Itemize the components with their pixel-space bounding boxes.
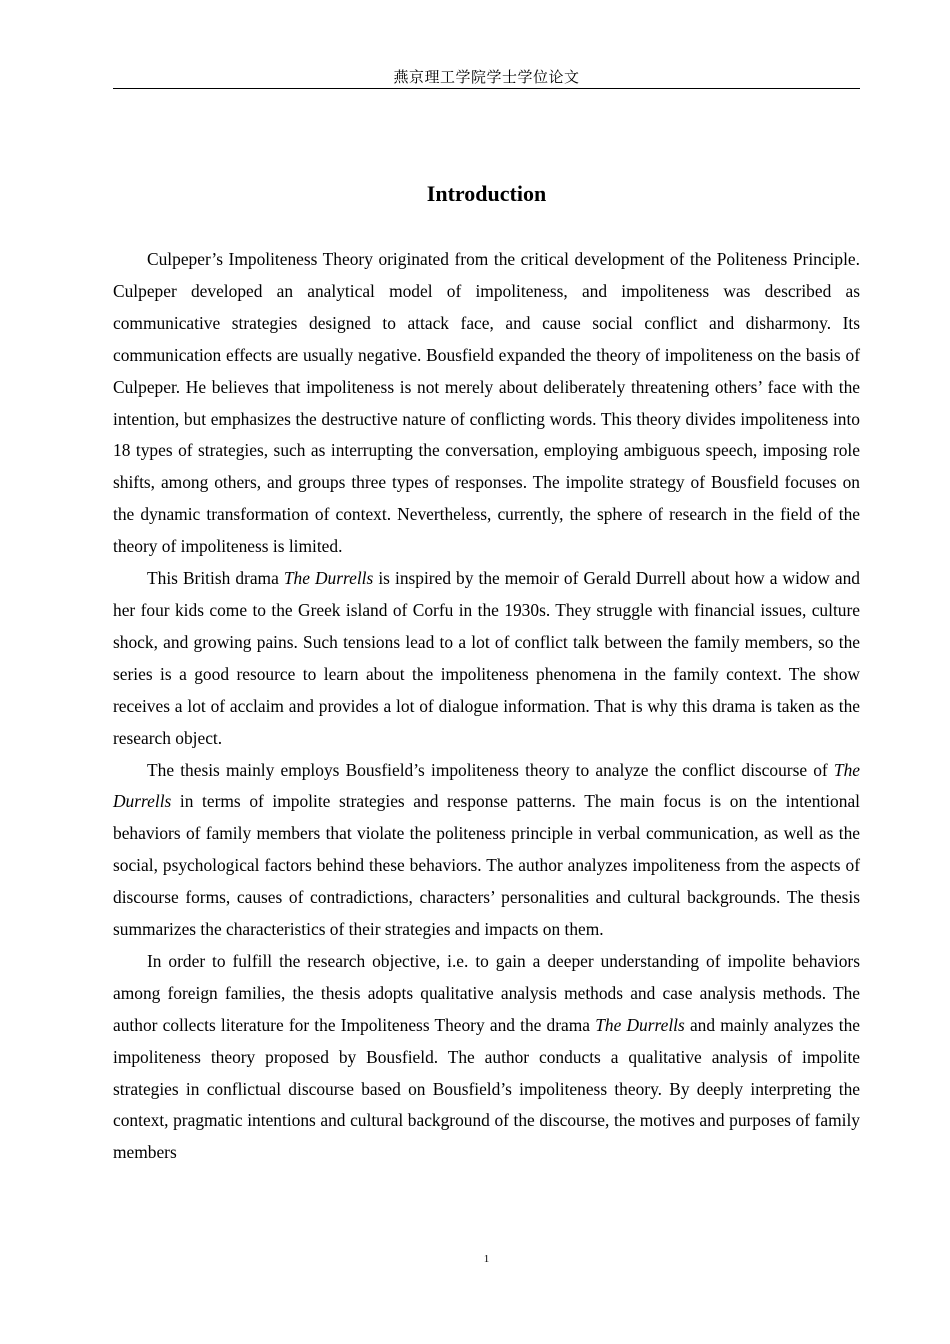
paragraph-text: Culpeper’s Impoliteness Theory originated from the critical development of the Politeness Principle. Culpeper developed an analytical model of impoliteness, and impoliteness was described as communicative strategies designed to attack face, and cause social conflict and disharmony. Its communication effects are usually negative. Bousfield expanded the theory of impoliteness on the basis of Culpeper. He believes that impoliteness is not merely about deliberately threatening others’ face with the intention, but emphasizes the destructive nature of conflicting words. This theory divides impoliteness into 18 types of strategies, such as interrupting the conversation, employing ambiguous speech, imposing role shifts, among others, and groups three types of responses. The impolite strategy of Bousfield focuses on the dynamic transformation of context. Nevertheless, currently, the sphere of research in the field of the theory of impoliteness is limited. xyxy=(113,249,860,557)
paragraph xyxy=(113,244,860,563)
drama-title: The Durrells xyxy=(283,568,374,589)
page-header: 燕京理工学院学士学位论文 xyxy=(393,70,580,86)
header-divider xyxy=(113,88,860,89)
body-text xyxy=(113,244,860,1169)
paragraph-text: This British drama xyxy=(147,568,284,589)
paragraph xyxy=(113,563,860,754)
paragraph-text: in terms of impolite strategies and response patterns. The main focus is on the intentional behaviors of family members that violate the politeness principle in verbal communication, as well as the social, psychological factors behind these behaviors. The author analyzes impoliteness from the aspects of discourse forms, causes of contradictions, characters’ personalities and cultural backgrounds. The thesis summarizes the characteristics of their strategies and impacts on them. xyxy=(113,791,860,940)
paragraph-text: is inspired by the memoir of Gerald Durrell about how a widow and her four kids come to the Greek island of Corfu in the 1930s. They struggle with financial issues, culture shock, and growing pains. Such tensions lead to a lot of conflict talk between the family members, so the series is a good resource to learn about the impoliteness phenomena in the family context. The show receives a lot of acclaim and provides a lot of dialogue information. That is why this drama is taken as the research object. xyxy=(113,568,861,748)
paragraph xyxy=(113,755,860,946)
page-number: 1 xyxy=(483,1253,490,1265)
paragraph-text: In order to fulfill the research objective, i.e. to gain a deeper understanding of impolite behaviors among foreign families, the thesis adopts qualitative analysis methods and case analysis methods. The author collects literature for the Impoliteness Theory and the drama xyxy=(113,950,860,1035)
paragraph xyxy=(113,946,860,1169)
section-title: Introduction xyxy=(426,181,547,206)
drama-title: The Durrells xyxy=(113,759,860,812)
drama-title: The Durrells xyxy=(595,1014,685,1035)
paragraph-text: The thesis mainly employs Bousfield’s impoliteness theory to analyze the conflict discourse of xyxy=(147,759,834,780)
paragraph-text: and mainly analyzes the impoliteness theory proposed by Bousfield. The author conducts a qualitative analysis of impolite strategies in conflictual discourse based on Bousfield’s impoliteness theory. By deeply interpreting the context, pragmatic intentions and cultural background of the discourse, the motives and purposes of family members xyxy=(113,1014,860,1163)
